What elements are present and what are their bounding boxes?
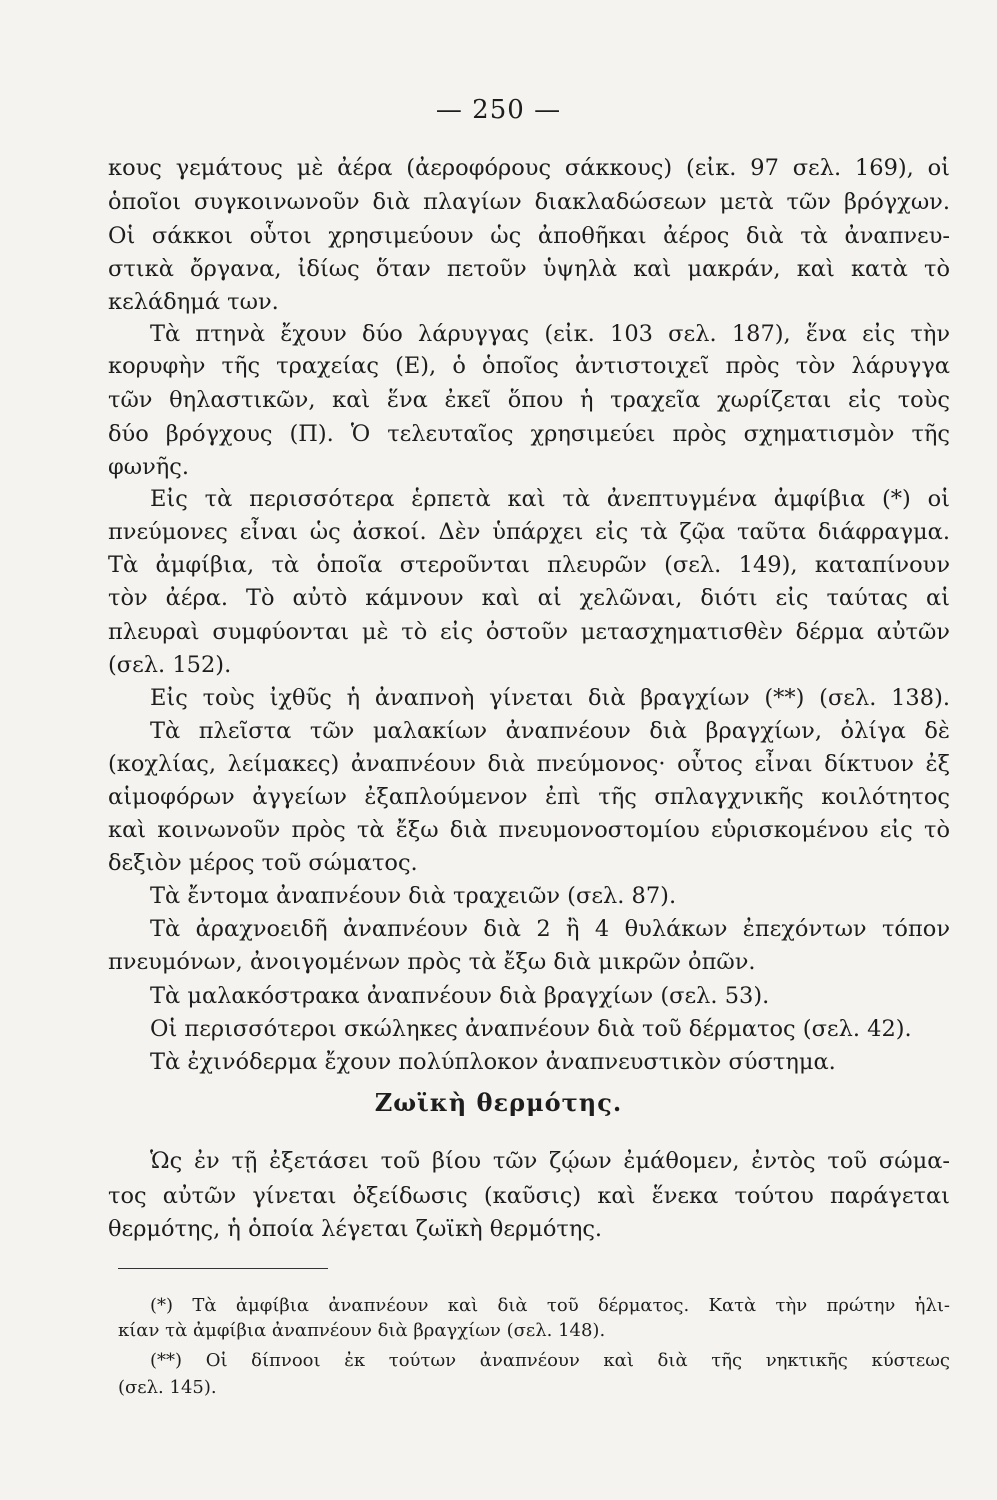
text-line: φωνῆς. — [108, 454, 190, 480]
page-number: — 250 — — [435, 95, 562, 125]
text-line: ὁποῖοι συγκοινωνοῦν διὰ πλαγίων διακλαδώσεων μετὰ τῶν βρόγχων. — [108, 189, 950, 215]
text-line: (σελ. 152). — [108, 652, 232, 678]
text-line: δύο βρόγχους (Π). Ὁ τελευταῖος χρησιμεύει πρὸς σχηματισμὸν τῆς — [108, 421, 950, 447]
text-line: Τὰ πλεῖστα τῶν μαλακίων ἀναπνέουν διὰ βραγχίων, ὀλίγα δὲ — [150, 718, 950, 744]
text-line: τὸν ἀέρα. Τὸ αὐτὸ κάμνουν καὶ αἱ χελῶναι, διότι εἰς ταύτας αἱ — [108, 585, 950, 611]
text-line: στικὰ ὄργανα, ἰδίως ὅταν πετοῦν ὑψηλὰ καὶ μακράν, καὶ κατὰ τὸ — [108, 256, 950, 282]
text-line: Εἰς τὰ περισσότερα ἑρπετὰ καὶ τὰ ἀνεπτυγμένα ἀμφίβια (*) οἱ — [150, 486, 950, 512]
text-line: Οἱ περισσότεροι σκώληκες ἀναπνέουν διὰ τοῦ δέρματος (σελ. 42). — [150, 1016, 912, 1042]
text-line: τος αὐτῶν γίνεται ὀξείδωσις (καῦσις) καὶ ἕνεκα τούτου παράγεται — [108, 1183, 950, 1209]
text-line: θερμότης, ἡ ὁποία λέγεται ζωϊκὴ θερμότης. — [108, 1216, 603, 1242]
text-line: Τὰ ἐχινόδερμα ἔχουν πολύπλοκον ἀναπνευστικὸν σύστημα. — [150, 1049, 836, 1075]
text-line: Τὰ πτηνὰ ἔχουν δύο λάρυγγας (εἰκ. 103 σελ. 187), ἕνα εἰς τὴν — [150, 321, 950, 347]
text-line: Τὰ μαλακόστρακα ἀναπνέουν διὰ βραγχίων (σελ. 53). — [150, 983, 770, 1009]
text-line: πλευραὶ συμφύονται μὲ τὸ εἰς ὀστοῦν μετασχηματισθὲν δέρμα αὐτῶν — [108, 619, 950, 645]
text-line: Εἰς τοὺς ἰχθῦς ἡ ἀναπνοὴ γίνεται διὰ βραγχίων (**) (σελ. 138). — [150, 685, 950, 711]
text-line: Τὰ ἀμφίβια, τὰ ὁποῖα στεροῦνται πλευρῶν (σελ. 149), καταπίνουν — [108, 552, 950, 578]
text-line: Τὰ ἔντομα ἀναπνέουν διὰ τραχειῶν (σελ. 87). — [150, 883, 677, 909]
text-line: πνεύμονες εἶναι ὡς ἀσκοί. Δὲν ὑπάρχει εἰς τὰ ζῷα ταῦτα διάφραγμα. — [108, 519, 950, 545]
footnote-divider — [118, 1268, 328, 1269]
text-line: δεξιὸν μέρος τοῦ σώματος. — [108, 850, 418, 876]
footnote-line: κίαν τὰ ἀμφίβια ἀναπνέουν διὰ βραγχίων (σελ. 148). — [118, 1320, 606, 1341]
text-line: κορυφὴν τῆς τραχείας (Ε), ὁ ὁποῖος ἀντιστοιχεῖ πρὸς τὸν λάρυγγα — [108, 353, 950, 379]
text-line: καὶ κοινωνοῦν πρὸς τὰ ἔξω διὰ πνευμονοστομίου εὑρισκομένου εἰς τὸ — [108, 817, 950, 843]
text-line: κελάδημά των. — [108, 289, 279, 315]
text-line: (κοχλίας, λείμακες) ἀναπνέουν διὰ πνεύμονος· οὗτος εἶναι δίκτυον ἐξ — [108, 751, 950, 777]
text-line: Οἱ σάκκοι οὗτοι χρησιμεύουν ὡς ἀποθῆκαι ἀέρος διὰ τὰ ἀναπνευ- — [108, 223, 950, 249]
section-heading: Ζωϊκὴ θερμότης. — [374, 1088, 623, 1117]
text-line: Ὡς ἐν τῇ ἐξετάσει τοῦ βίου τῶν ζῴων ἐμάθομεν, ἐντὸς τοῦ σώμα- — [150, 1148, 950, 1174]
text-line: τῶν θηλαστικῶν, καὶ ἕνα ἐκεῖ ὅπου ἡ τραχεῖα χωρίζεται εἰς τοὺς — [108, 387, 950, 413]
text-line: αἱμοφόρων ἀγγείων ἐξαπλούμενον ἐπὶ τῆς σπλαγχνικῆς κοιλότητος — [108, 784, 950, 810]
text-line: κους γεμάτους μὲ ἀέρα (ἀεροφόρους σάκκους) (εἰκ. 97 σελ. 169), οἱ — [108, 155, 950, 181]
text-line: πνευμόνων, ἀνοιγομένων πρὸς τὰ ἔξω διὰ μικρῶν ὀπῶν. — [108, 949, 756, 975]
footnote-line: (**) Οἱ δίπνοοι ἐκ τούτων ἀναπνέουν καὶ διὰ τῆς νηκτικῆς κύστεως — [150, 1350, 950, 1371]
text-line: Τὰ ἀραχνοειδῆ ἀναπνέουν διὰ 2 ἢ 4 θυλάκων ἐπεχόντων τόπον — [150, 916, 950, 942]
footnote-line: (σελ. 145). — [118, 1377, 217, 1398]
footnote-line: (*) Τὰ ἀμφίβια ἀναπνέουν καὶ διὰ τοῦ δέρματος. Κατὰ τὴν πρώτην ἡλι- — [150, 1295, 950, 1316]
